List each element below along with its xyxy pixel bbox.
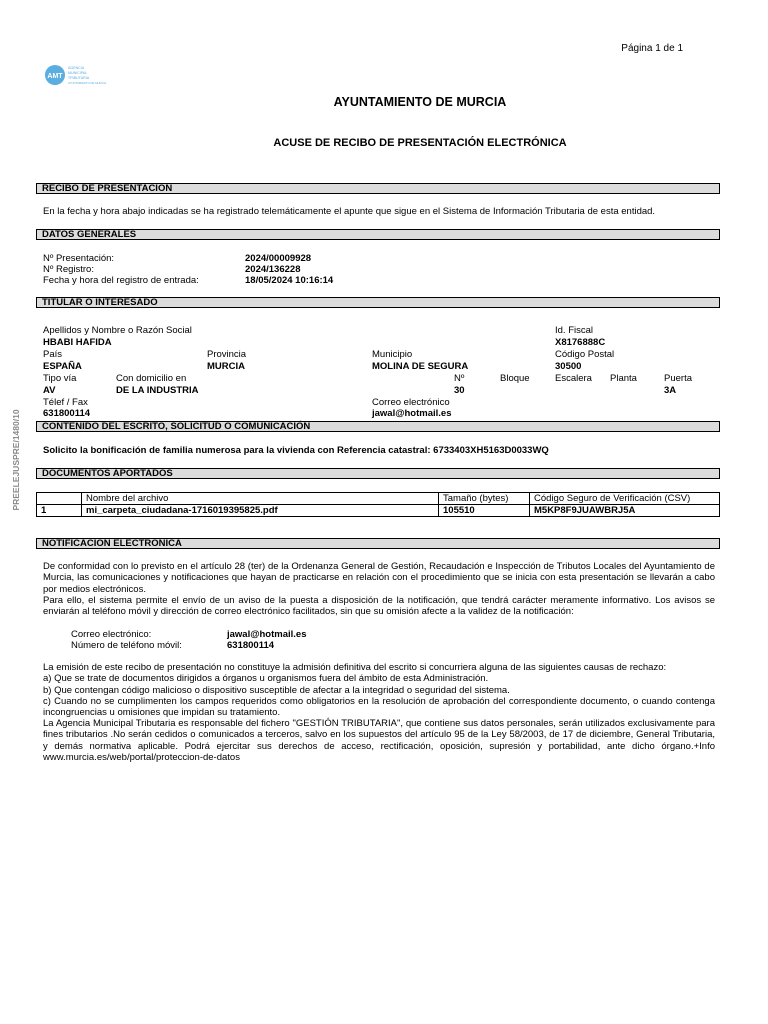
provincia-value: MURCIA <box>207 361 245 372</box>
notificacion-p3: La emisión de este recibo de presentación no constituye la admisión definitiva del escrito si concurriera alguna de las siguientes causas de rechazo: <box>43 662 667 673</box>
presentacion-value: 2024/00009928 <box>245 253 312 264</box>
tipovia-label: Tipo vía <box>43 373 77 384</box>
numero-value: 30 <box>454 385 465 396</box>
col-index <box>37 493 82 505</box>
idfiscal-value: X8176888C <box>555 337 606 348</box>
svg-text:TRIBUTARIA: TRIBUTARIA <box>68 76 90 80</box>
provincia-label: Provincia <box>207 349 247 360</box>
cp-label: Código Postal <box>555 349 615 360</box>
notif-movil-label: Número de teléfono móvil: <box>71 640 182 651</box>
logo-mark-text: AMT <box>47 73 63 80</box>
causa-a: a) Que se trate de documentos dirigidos a órganos u organismos fuera del ámbito de esta Administración. <box>43 673 489 684</box>
col-size: Tamaño (bytes) <box>439 493 530 505</box>
correo-value: jawal@hotmail.es <box>372 408 452 419</box>
page-subtitle: ACUSE DE RECIBO DE PRESENTACIÓN ELECTRÓNICA <box>273 137 567 149</box>
municipio-label: Municipio <box>372 349 413 360</box>
presentacion-label: Nº Presentación: <box>43 253 115 264</box>
puerta-value: 3A <box>664 385 677 396</box>
section-header-contenido: CONTENIDO DEL ESCRITO, SOLICITUD O COMUNICACIÓN <box>36 421 720 432</box>
notificacion-p1: De conformidad con lo previsto en el artículo 28 (ter) de la Ordenanza General de Gestión, Recaudación e Inspección de Tributos Locales del Ayuntamiento de Murcia, las comunicaciones y notificaciones que hayan de practicarse en relación con el procedimiento que se inicia con esta presentación se llevarán a cabo por medios electrónicos. <box>43 561 715 595</box>
section-header-datos: DATOS GENERALES <box>36 229 720 240</box>
contenido-text: Solicito la bonificación de familia numerosa para la vivienda con Referencia catastral: 6733403XH5163D0033WQ <box>43 445 549 456</box>
domicilio-value: DE LA INDUSTRIA <box>116 385 199 396</box>
telef-value: 631800114 <box>43 408 91 419</box>
section-header-documentos: DOCUMENTOS APORTADOS <box>36 468 720 479</box>
pais-value: ESPAÑA <box>43 361 82 372</box>
vertical-form-code: PREELEJUSPRE/1480/10 <box>10 409 21 511</box>
page-number: Página 1 de 1 <box>621 43 683 54</box>
svg-text:AYUNTAMIENTO DE MURCIA: AYUNTAMIENTO DE MURCIA <box>68 81 107 85</box>
notif-correo-label: Correo electrónico: <box>71 629 152 640</box>
notif-movil-value: 631800114 <box>227 640 275 651</box>
svg-text:AGENCIA: AGENCIA <box>68 66 85 70</box>
bloque-label: Bloque <box>500 373 530 384</box>
table-row <box>37 505 720 517</box>
nombre-value: HBABI HAFIDA <box>43 337 112 348</box>
page-title: AYUNTAMIENTO DE MURCIA <box>333 95 507 109</box>
col-filename: Nombre del archivo <box>82 493 439 505</box>
row-csv: M5KP8F9JUAWBRJ5A <box>530 505 720 517</box>
registro-label: Nº Registro: <box>43 264 94 275</box>
row-filename: mi_carpeta_ciudadana-1716019395825.pdf <box>82 505 439 517</box>
pais-label: País <box>43 349 63 360</box>
nombre-label: Apellidos y Nombre o Razón Social <box>43 325 192 336</box>
svg-text:MUNICIPAL: MUNICIPAL <box>68 71 88 75</box>
row-index: 1 <box>37 505 82 517</box>
amt-logo-icon <box>44 63 124 89</box>
row-size: 105510 <box>439 505 530 517</box>
correo-label: Correo electrónico <box>372 397 450 408</box>
col-csv: Código Seguro de Verificación (CSV) <box>530 493 720 505</box>
notificacion-p4: La Agencia Municipal Tributaria es responsable del fichero "GESTIÓN TRIBUTARIA", que contiene sus datos personales, serán utilizados exclusivamente para fines tributarios .No serán cedidos o comunicados a terceros, salvo en los supuestos del artículo 95 de la Ley 58/2003, de 17 de diciembre, General Tributaria, y demás normativa aplicable. Podrá ejercitar sus derechos de acceso, rectificación, oposición, supresión y portabilidad, ante dicho órgano.+Info www.murcia.es/web/portal/proteccion-de-datos <box>43 718 715 764</box>
notificacion-p2: Para ello, el sistema permite el envío de un aviso de la puesta a disposición de la notificación, que tendrá carácter meramente informativo. Los avisos se enviarán al teléfono móvil y dirección de correo electrónico facilitados, sin que su omisión afecte a la validez de la notificación: <box>43 595 715 618</box>
puerta-label: Puerta <box>664 373 692 384</box>
recibo-text: En la fecha y hora abajo indicadas se ha registrado telemáticamente el apunte que sigue en el Sistema de Información Tributaria de esta entidad. <box>43 206 656 217</box>
section-header-notificacion: NOTIFICACION ELECTRONICA <box>36 538 720 549</box>
planta-label: Planta <box>610 373 637 384</box>
agency-logo <box>44 63 124 89</box>
cp-value: 30500 <box>555 361 582 372</box>
idfiscal-label: Id. Fiscal <box>555 325 594 336</box>
domicilio-label: Con domicilio en <box>116 373 187 384</box>
tipovia-value: AV <box>43 385 56 396</box>
telef-label: Télef / Fax <box>43 397 88 408</box>
section-header-recibo: RECIBO DE PRESENTACION <box>36 183 720 194</box>
fecha-label: Fecha y hora del registro de entrada: <box>43 275 199 286</box>
causa-c: c) Cuando no se cumplimenten los campos requeridos como obligatorios en la resolución de aprobación del correspondiente documento, o cuando contenga incongruencias u omisiones que impidan su tratamiento. <box>43 696 715 719</box>
numero-label: Nº <box>454 373 465 384</box>
causa-b: b) Que contengan código malicioso o dispositivo susceptible de afectar a la integridad o seguridad del sistema. <box>43 685 510 696</box>
municipio-value: MOLINA DE SEGURA <box>372 361 469 372</box>
section-header-titular: TITULAR O INTERESADO <box>36 297 720 308</box>
table-header-row <box>37 493 720 505</box>
registro-value: 2024/136228 <box>245 264 301 275</box>
notif-correo-value: jawal@hotmail.es <box>227 629 307 640</box>
documents-table <box>36 492 720 517</box>
escalera-label: Escalera <box>555 373 592 384</box>
fecha-value: 18/05/2024 10:16:14 <box>245 275 334 286</box>
